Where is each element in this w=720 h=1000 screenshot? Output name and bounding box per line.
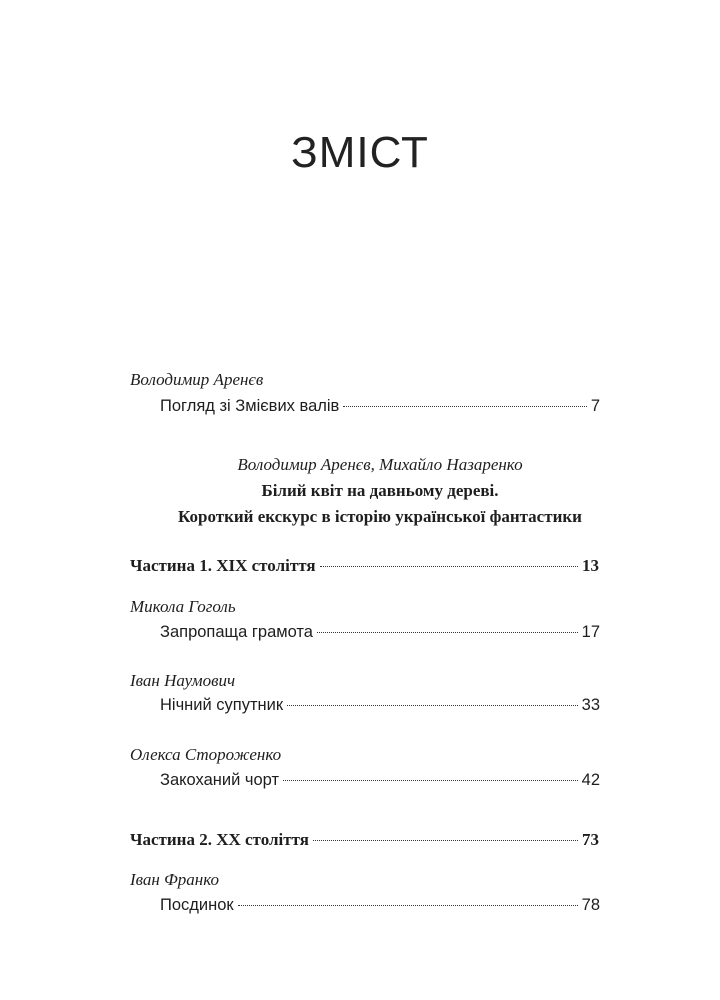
dot-leader xyxy=(283,780,578,781)
dot-leader xyxy=(238,905,578,906)
entry-page: 7 xyxy=(590,397,600,415)
toc-entry[interactable] xyxy=(160,896,600,915)
entry-title: Запропаща грамота xyxy=(160,623,313,641)
essay-authors: Володимир Аренєв, Михайло Назаренко xyxy=(237,455,523,474)
entry-page: 33 xyxy=(581,696,600,714)
essay-title-line1: Білий квіт на давньому дереві. xyxy=(261,481,499,500)
toc-entry[interactable] xyxy=(160,623,600,642)
toc-entry[interactable] xyxy=(160,397,600,416)
part-page: 73 xyxy=(582,830,599,849)
dot-leader xyxy=(287,705,578,706)
entry-author: Іван Наумович xyxy=(130,671,236,690)
toc-part[interactable] xyxy=(130,830,599,850)
entry-title: Погляд зі Змієвих валів xyxy=(160,397,340,415)
dot-leader xyxy=(320,566,578,567)
entry-author: Микола Гоголь xyxy=(130,597,236,616)
entry-title: Закоханий чорт xyxy=(160,771,280,789)
entry-page: 42 xyxy=(581,771,600,789)
part-page: 13 xyxy=(582,556,599,575)
toc-entry[interactable] xyxy=(160,771,600,790)
toc-part[interactable] xyxy=(130,556,599,576)
dot-leader xyxy=(343,406,587,407)
entry-author: Олекса Стороженко xyxy=(130,745,282,764)
dot-leader xyxy=(317,632,578,633)
entry-page: 17 xyxy=(581,623,600,641)
part-title: Частина 1. XIX століття xyxy=(130,556,316,575)
entry-title: Посдинок xyxy=(160,896,234,914)
entry-author: Іван Франко xyxy=(130,870,220,889)
entry-title: Нічний супутник xyxy=(160,696,284,714)
dot-leader xyxy=(313,840,578,841)
part-title: Частина 2. XX століття xyxy=(130,830,309,849)
essay-title-line2: Короткий екскурс в історію української фантастики xyxy=(178,507,582,526)
entry-page: 78 xyxy=(581,896,600,914)
page-title: ЗМІСТ xyxy=(291,128,429,177)
entry-author: Володимир Аренєв xyxy=(130,370,264,389)
toc-entry[interactable] xyxy=(160,696,600,715)
